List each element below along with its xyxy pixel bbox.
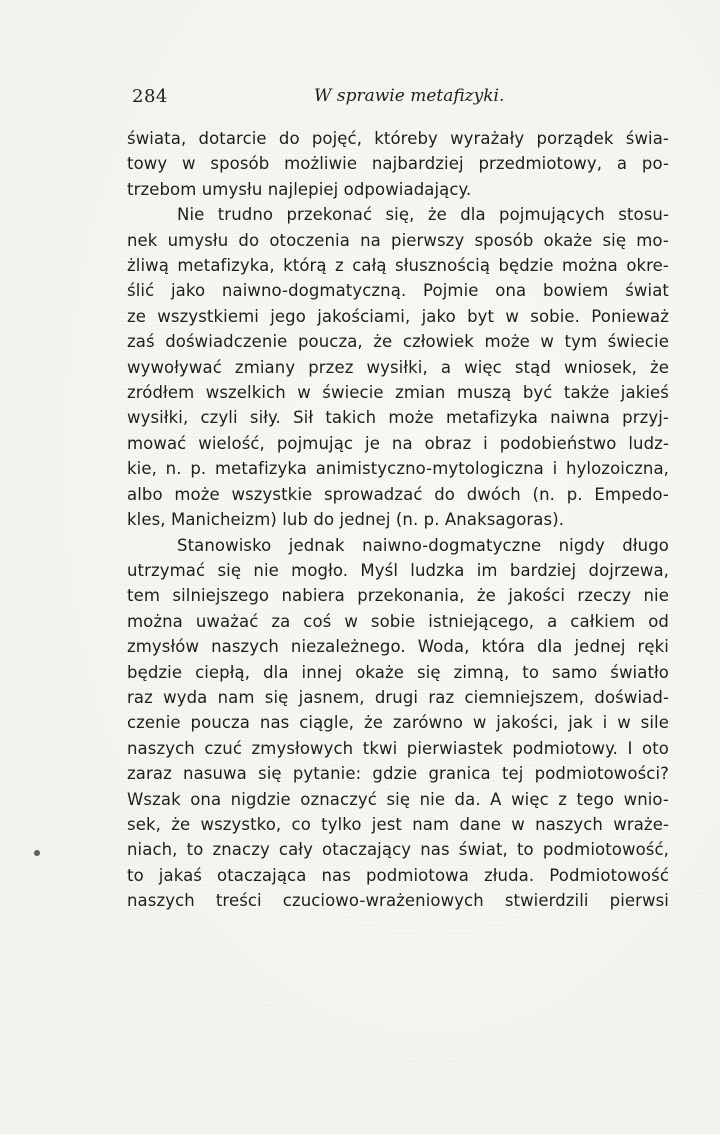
text-line: Wszak ona nigdzie oznaczyć się nie da. A więc z tego wnio- [127,789,669,809]
text-line: będzie ciepłą, dla innej okaże się zimną, to samo światło [127,662,669,682]
text-line: zmysłów naszych niezależnego. Woda, która dla jednej ręki [127,637,669,657]
margin-ink-spot [34,850,40,856]
text-line: to jakaś otaczająca nas podmiotowa złuda. Podmiotowość [127,865,669,885]
text-line: niach, to znaczy cały otaczający nas świat, to podmiotowość, [127,840,669,860]
text-line: naszych treści czuciowo-wrażeniowych stwierdzili pierwsi [127,891,669,911]
text-line: albo może wszystkie sprowadzać do dwóch (n. p. Empedo- [127,484,669,504]
text-line: czenie poucza nas ciągle, że zarówno w jakości, jak i w sile [127,713,669,733]
text-line: żliwą metafizyka, którą z całą słusznością będzie można okre- [127,256,669,276]
paragraph-start-line: Nie trudno przekonać się, że dla pojmujących stosu- [177,205,669,225]
text-line: wywoływać zmiany przez wysiłki, a więc stąd wniosek, że [127,357,669,377]
text-line: zródłem wszelkich w świecie zmian muszą być także jakieś [127,383,669,403]
text-line: sek, że wszystko, co tylko jest nam dane w naszych wraże- [127,814,669,834]
text-line: można uważać za coś w sobie istniejącego, a całkiem od [127,611,669,631]
paragraph-start-line: Stanowisko jednak naiwno-dogmatyczne nigdy długo [177,535,669,555]
text-line: naszych czuć zmysłowych tkwi pierwiastek podmiotowy. I oto [127,738,669,758]
text-line: utrzymać się nie mogło. Myśl ludzka im bardziej dojrzewa, [127,560,669,580]
text-line: ze wszystkiemi jego jakościami, jako byt w sobie. Ponieważ [127,306,669,326]
text-line: świata, dotarcie do pojęć, któreby wyrażały porządek świa- [127,129,669,148]
running-title: W sprawie metafizyki. [314,86,505,106]
text-line: mować wielość, pojmując je na obraz i podobieństwo ludz- [127,433,669,453]
text-line: wysiłki, czyli siły. Sił takich może metafizyka naiwna przyj- [127,408,669,428]
page-header [132,80,652,110]
text-line: ślić jako naiwno-dogmatyczną. Pojmie ona bowiem świat [127,281,669,301]
text-line: kles, Manicheizm) lub do jednej (n. p. Anaksagoras). [127,510,565,530]
body-text [127,126,669,914]
text-line: raz wyda nam się jasnem, drugi raz ciemniejszem, doświad- [127,687,669,707]
page-number: 284 [132,86,168,107]
text-line: trzebom umysłu najlepiej odpowiadający. [127,179,472,199]
text-line: tem silniejszego nabiera przekonania, że jakości rzeczy nie [127,586,669,606]
text-line: zaś doświadczenie poucza, że człowiek może w tym świecie [127,332,669,352]
text-line: nek umysłu do otoczenia na pierwszy sposób okaże się mo- [127,230,669,250]
text-line: towy w sposób możliwie najbardziej przedmiotowy, a po- [127,154,669,174]
text-line: kie, n. p. metafizyka animistyczno-mytologiczna i hylozoiczna, [127,459,669,479]
text-line: zaraz nasuwa się pytanie: gdzie granica tej podmiotowości? [127,764,669,784]
